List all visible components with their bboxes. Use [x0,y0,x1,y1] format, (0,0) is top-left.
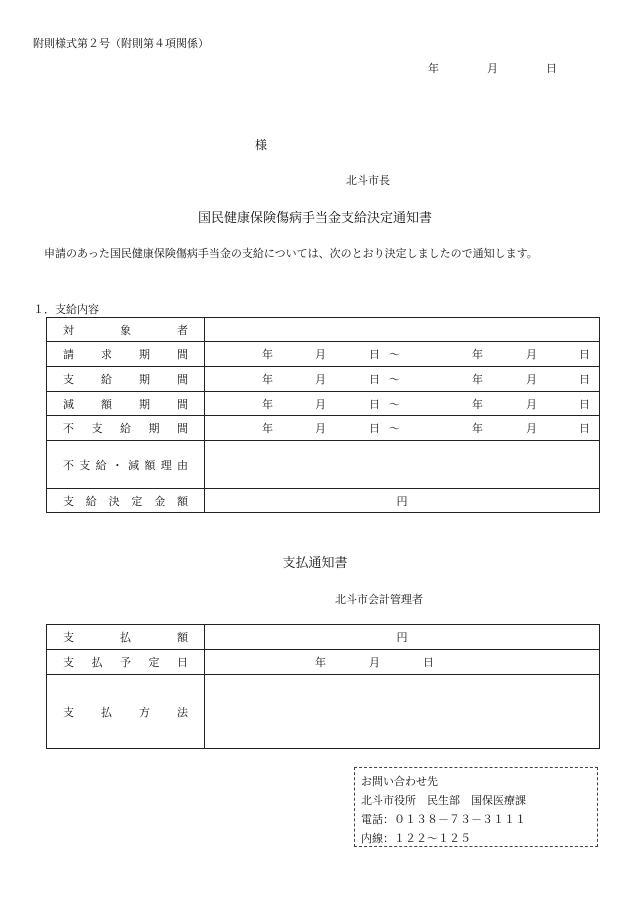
tilde-separator: ～ [389,397,400,411]
label-cell [47,367,205,392]
label-char: 払 [120,631,131,644]
issue-date-year-label: 年 [428,62,439,75]
label-char: 支 [63,373,74,386]
day-unit: 日 [369,422,380,435]
label-char: 定 [131,494,143,508]
month-unit: 月 [526,373,537,386]
label-cell [47,489,205,513]
treasurer-name: 北斗市会計管理者 [335,593,423,606]
label-cell [47,441,205,489]
label-char: 金 [154,494,166,508]
table-row [47,367,600,392]
tilde-separator: ～ [389,373,400,386]
label-char: 予 [120,656,131,669]
label-char: 請 [63,348,74,361]
label-char: 間 [177,373,188,386]
label-cell [47,318,205,342]
form-number: 附則様式第２号（附則第４項関係） [33,37,209,50]
label-char: 決 [108,494,120,508]
label-char: 額 [144,458,156,472]
table-row [47,392,600,416]
month-unit: 月 [315,422,326,435]
label-char: 由 [176,458,188,472]
day-unit: 日 [579,422,590,435]
label-cell [47,625,205,650]
label-char: 不 [63,422,74,435]
issuer-name: 北斗市長 [346,174,390,187]
day-unit: 日 [579,397,590,411]
year-unit: 年 [472,422,483,435]
month-unit: 月 [315,373,326,386]
label-char: 支 [63,631,74,644]
row-label [47,704,204,720]
label-char: 求 [101,348,112,361]
label-char: 支 [63,656,74,669]
day-unit: 日 [369,397,380,411]
table-row [47,416,600,441]
label-char: 者 [177,323,188,337]
label-char: 法 [177,705,188,719]
label-char: 期 [148,422,160,435]
label-char: 支 [63,705,74,719]
month-unit: 月 [526,422,537,435]
benefit-details-table [46,317,600,513]
label-cell [47,392,205,416]
yen-unit: 円 [396,494,408,508]
label-cell [47,650,205,675]
day-unit: 日 [423,656,434,669]
document-title: 国民健康保険傷病手当金支給決定通知書 [197,211,432,226]
payment-notice-title: 支払通知書 [282,556,348,571]
row-label [47,493,204,509]
table-row [47,625,600,650]
label-char: 理 [160,458,172,472]
label-char: ・ [111,458,123,472]
contact-extension: 内線：１２２～１２５ [361,832,471,845]
amount-cell [205,489,600,513]
row-label [47,629,204,645]
contact-heading: お問い合わせ先 [361,775,438,788]
row-label [47,420,204,436]
year-unit: 年 [262,422,273,435]
issue-date-month-label: 月 [487,62,498,75]
year-unit: 年 [262,397,273,411]
row-label [47,396,204,412]
label-char: 方 [139,705,150,719]
label-cell [47,675,205,749]
label-cell [47,416,205,441]
label-char: 象 [120,323,131,337]
day-unit: 日 [579,373,590,386]
row-label [47,457,204,473]
month-unit: 月 [315,397,326,411]
label-char: 不 [63,458,74,472]
label-char: 額 [101,397,112,411]
label-char: 払 [101,705,112,719]
year-unit: 年 [262,348,273,361]
tilde-separator: ～ [389,422,400,435]
tilde-separator: ～ [389,348,400,361]
month-unit: 月 [369,656,380,669]
label-cell [47,342,205,367]
recipient-value-cell [205,318,600,342]
non-payment-period-cell [205,416,600,441]
label-char: 期 [139,348,150,361]
label-char: 支 [91,422,103,435]
label-char: 支 [79,458,91,472]
payment-period-cell [205,367,600,392]
year-unit: 年 [472,397,483,411]
label-char: 給 [120,422,131,435]
label-char: 額 [176,494,188,508]
row-label [47,371,204,387]
day-unit: 日 [579,348,590,361]
reduction-period-cell [205,392,600,416]
yen-unit: 円 [396,631,408,644]
row-label [47,322,204,338]
month-unit: 月 [526,348,537,361]
payment-date-cell [205,650,600,675]
table-row [47,489,600,513]
lead-text: 申請のあった国民健康保険傷病手当金の支給については、次のとおり決定しましたので通知します。 [44,247,538,260]
table-row [47,675,600,749]
contact-office: 北斗市役所 民生部 国保医療課 [361,794,526,807]
label-char: 減 [128,458,140,472]
section-heading: １．支給内容 [33,303,99,316]
label-char: 間 [177,348,188,361]
year-unit: 年 [472,373,483,386]
payment-method-cell [205,675,600,749]
row-label [47,654,204,670]
label-char: 日 [177,656,188,669]
issue-date-day-label: 日 [546,62,557,75]
year-unit: 年 [315,656,326,669]
payment-amount-cell [205,625,600,650]
label-char: 期 [139,373,150,386]
label-char: 給 [85,494,97,508]
label-char: 給 [101,373,112,386]
reason-cell [205,441,600,489]
label-char: 定 [148,656,160,669]
addressee-suffix: 様 [255,138,268,152]
month-unit: 月 [526,397,537,411]
payment-table [46,624,600,749]
contact-box [354,767,598,847]
day-unit: 日 [369,373,380,386]
year-unit: 年 [262,373,273,386]
label-char: 給 [95,458,107,472]
label-char: 額 [177,631,188,644]
label-char: 期 [139,397,150,411]
label-char: 支 [63,494,74,508]
table-row [47,342,600,367]
year-unit: 年 [472,348,483,361]
table-row [47,650,600,675]
label-char: 間 [177,397,188,411]
row-label [47,346,204,362]
table-row [47,318,600,342]
claim-period-cell [205,342,600,367]
label-char: 間 [177,422,188,435]
month-unit: 月 [315,348,326,361]
label-char: 対 [63,323,74,337]
table-row [47,441,600,489]
contact-phone: 電話：０１３８－７３－３１１１ [361,813,526,826]
label-char: 払 [91,656,103,669]
day-unit: 日 [369,348,380,361]
label-char: 減 [63,397,74,411]
